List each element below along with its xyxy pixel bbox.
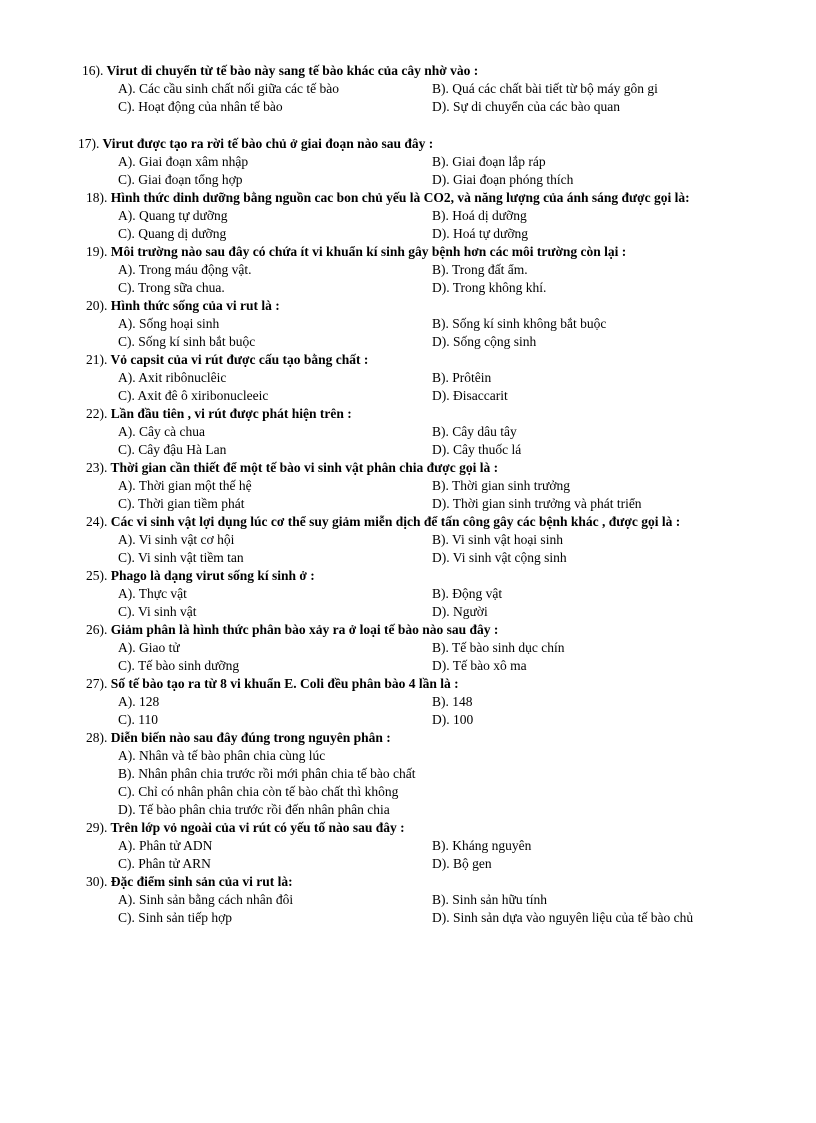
question-text: Lần đầu tiên , vi rút được phát hiện trên : — [107, 406, 352, 421]
answer-option: B). Hoá dị dưỡng — [432, 208, 527, 223]
question-number: 17). — [78, 136, 100, 151]
answer-option: C). Thời gian tiềm phát — [118, 496, 245, 511]
answer-option: D). Sự di chuyển của các bào quan — [432, 99, 620, 114]
answer-option: D). Trong không khí. — [432, 280, 547, 295]
question-29 — [86, 819, 405, 837]
question-number: 22). — [86, 406, 108, 421]
question-23 — [86, 459, 498, 477]
answer-option: C). Hoạt động của nhân tế bào — [118, 99, 283, 114]
answer-option: A). Sống hoại sinh — [118, 316, 220, 331]
answer-option: C). Trong sữa chua. — [118, 280, 225, 295]
answer-option: D). 100 — [432, 712, 474, 727]
answer-option: D). Người — [432, 604, 488, 619]
answer-option: B). Cây dâu tây — [432, 424, 517, 439]
question-16 — [82, 62, 478, 80]
answer-option: B). Tế bào sinh dục chín — [432, 640, 565, 655]
answer-option: A). Phân tử ADN — [118, 838, 213, 853]
answer-option: A). Thời gian một thế hệ — [118, 478, 252, 493]
answer-option: C). Vi sinh vật tiềm tan — [118, 550, 244, 565]
question-text: Đặc điểm sinh sản của vi rut là: — [107, 874, 293, 889]
question-text: Virut di chuyển từ tế bào này sang tế bào khác của cây nhờ vào : — [103, 63, 479, 78]
question-text: Các vi sinh vật lợi dụng lúc cơ thể suy giảm miễn dịch để tấn công gây các bệnh khác , được gọi là : — [107, 514, 681, 529]
answer-option: C). Axit đê ô xiribonucleeic — [118, 388, 269, 403]
answer-option: B). Prôtêin — [432, 370, 492, 385]
answer-option: D). Sống cộng sinh — [432, 334, 537, 349]
answer-option: C). Cây đậu Hà Lan — [118, 442, 227, 457]
answer-option: B). Sinh sản hữu tính — [432, 892, 547, 907]
answer-option: D). Thời gian sinh trưởng và phát triển — [432, 496, 642, 511]
question-text: Số tế bào tạo ra từ 8 vi khuẩn E. Coli đều phân bào 4 lần là : — [107, 676, 459, 691]
question-text: Trên lớp vỏ ngoài của vi rút có yếu tố nào sau đây : — [107, 820, 405, 835]
question-number: 24). — [86, 514, 108, 529]
question-text: Thời gian cần thiết để một tế bào vi sinh vật phân chia được gọi là : — [107, 460, 499, 475]
answer-option: D). Đisaccarit — [432, 388, 508, 403]
answer-option: B). Vi sinh vật hoại sinh — [432, 532, 563, 547]
answer-option: D). Giai đoạn phóng thích — [432, 172, 574, 187]
question-17 — [78, 135, 433, 153]
answer-option: B). Thời gian sinh trưởng — [432, 478, 570, 493]
answer-option: C). Phân tử ARN — [118, 856, 211, 871]
answer-option: C). Quang dị dưỡng — [118, 226, 227, 241]
answer-option: C). Tế bào sinh dưỡng — [118, 658, 240, 673]
answer-option: B). Giai đoạn lắp ráp — [432, 154, 546, 169]
question-number: 18). — [86, 190, 108, 205]
question-text: Hình thức dinh dưỡng bằng nguồn cac bon chủ yếu là CO2, và năng lượng của ánh sáng được gọi là: — [107, 190, 690, 205]
answer-option: A). Trong máu động vật. — [118, 262, 252, 277]
answer-option: A). Giao tử — [118, 640, 180, 655]
question-text: Giảm phân là hình thức phân bào xảy ra ở loại tế bào nào sau đây : — [107, 622, 499, 637]
answer-option: A). Thực vật — [118, 586, 187, 601]
question-text: Hình thức sống của vi rut là : — [107, 298, 280, 313]
question-22 — [86, 405, 352, 423]
answer-option: B). Kháng nguyên — [432, 838, 532, 853]
question-text: Phago là dạng virut sống kí sinh ở : — [107, 568, 315, 583]
question-30 — [86, 873, 293, 891]
question-text: Môi trường nào sau đây có chứa ít vi khuẩn kí sinh gây bệnh hơn các môi trường còn lại : — [107, 244, 627, 259]
answer-option: B). 148 — [432, 694, 473, 709]
question-text: Diễn biến nào sau đây đúng trong nguyên phân : — [107, 730, 391, 745]
answer-option: A). Nhân và tế bào phân chia cùng lúc — [118, 748, 326, 763]
question-18 — [86, 189, 690, 207]
answer-option: A). Các cầu sinh chất nối giữa các tế bào — [118, 81, 339, 96]
answer-option: D). Vi sinh vật cộng sinh — [432, 550, 567, 565]
question-text: Vỏ capsit của vi rút được cấu tạo bằng chất : — [107, 352, 369, 367]
question-number: 25). — [86, 568, 108, 583]
answer-option: D). Sinh sản dựa vào nguyên liệu của tế bào chủ — [432, 910, 694, 925]
answer-option: B). Trong đất ẩm. — [432, 262, 528, 277]
answer-option: C). Sinh sản tiếp hợp — [118, 910, 233, 925]
question-26 — [86, 621, 498, 639]
question-number: 23). — [86, 460, 108, 475]
question-number: 21). — [86, 352, 108, 367]
question-number: 20). — [86, 298, 108, 313]
answer-option: B). Quá các chất bài tiết từ bộ máy gôn gi — [432, 81, 658, 96]
answer-option: D). Cây thuốc lá — [432, 442, 522, 457]
answer-option: A). Giai đoạn xâm nhập — [118, 154, 249, 169]
answer-option: B). Động vật — [432, 586, 503, 601]
question-number: 27). — [86, 676, 108, 691]
answer-option: A). Cây cà chua — [118, 424, 205, 439]
answer-option: A). Vi sinh vật cơ hội — [118, 532, 235, 547]
answer-option: A). Axit ribônuclêic — [118, 370, 227, 385]
answer-option: D). Bộ gen — [432, 856, 492, 871]
answer-option: A). Sinh sản bằng cách nhân đôi — [118, 892, 294, 907]
question-number: 16). — [82, 63, 104, 78]
question-number: 19). — [86, 244, 108, 259]
answer-option: D). Tế bào xô ma — [432, 658, 527, 673]
question-28 — [86, 729, 391, 747]
answer-option: C). Giai đoạn tổng hợp — [118, 172, 243, 187]
answer-option: B). Nhân phân chia trước rồi mới phân chia tế bào chất — [118, 766, 416, 781]
answer-option: C). Vi sinh vật — [118, 604, 197, 619]
question-20 — [86, 297, 280, 315]
question-number: 29). — [86, 820, 108, 835]
question-number: 28). — [86, 730, 108, 745]
answer-option: C). 110 — [118, 712, 158, 727]
answer-option: C). Sống kí sinh bắt buộc — [118, 334, 256, 349]
answer-option: D). Hoá tự dưỡng — [432, 226, 529, 241]
question-24 — [86, 513, 680, 531]
question-number: 30). — [86, 874, 108, 889]
answer-option: A). Quang tự dưỡng — [118, 208, 228, 223]
question-27 — [86, 675, 459, 693]
question-19 — [86, 243, 626, 261]
question-25 — [86, 567, 315, 585]
answer-option: A). 128 — [118, 694, 160, 709]
answer-option: B). Sống kí sinh không bắt buộc — [432, 316, 607, 331]
question-number: 26). — [86, 622, 108, 637]
question-text: Virut được tạo ra rời tế bào chủ ở giai đoạn nào sau đây : — [99, 136, 434, 151]
answer-option: C). Chỉ có nhân phân chia còn tế bào chất thì không — [118, 784, 399, 799]
question-21 — [86, 351, 368, 369]
answer-option: D). Tế bào phân chia trước rồi đến nhân phân chia — [118, 802, 390, 817]
